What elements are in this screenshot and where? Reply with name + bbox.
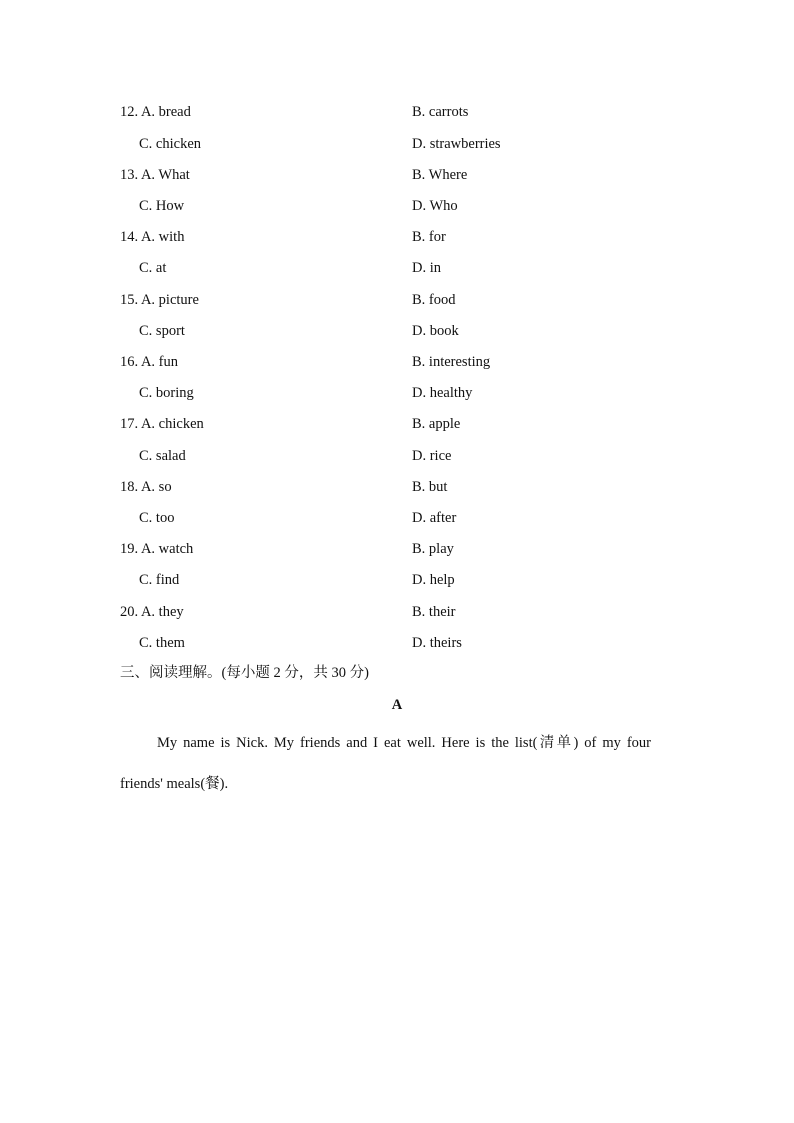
question-20-option-d: D. theirs [412, 635, 462, 651]
question-19-option-c: C. find [139, 572, 180, 588]
question-12-option-a: 12. A. bread [120, 104, 191, 120]
question-17-option-b: B. apple [412, 416, 461, 432]
question-13-option-a: 13. A. What [120, 167, 190, 183]
question-12-option-b: B. carrots [412, 104, 469, 120]
passage-line-2: friends' meals(餐). [120, 776, 229, 792]
question-18-option-a: 18. A. so [120, 479, 172, 495]
question-12-option-c: C. chicken [139, 136, 202, 152]
passage-title: A [391, 697, 403, 713]
question-16-option-d: D. healthy [412, 385, 473, 401]
question-15-option-a: 15. A. picture [120, 292, 199, 308]
question-13-option-b: B. Where [412, 167, 468, 183]
question-14-option-c: C. at [139, 260, 167, 276]
question-13-option-d: D. Who [412, 198, 458, 214]
question-19-option-d: D. help [412, 572, 455, 588]
question-18-option-d: D. after [412, 510, 457, 526]
passage-line-1: My name is Nick. My friends and I eat well. Here is the list(清单) of my four [157, 735, 651, 751]
question-15-option-c: C. sport [139, 323, 185, 339]
question-20-option-a: 20. A. they [120, 604, 184, 620]
question-19-option-b: B. play [412, 541, 454, 557]
question-19-row-ab [0, 539, 794, 559]
section-heading: 三、阅读理解。(每小题 2 分，共 30 分) [120, 665, 369, 681]
question-16-option-b: B. interesting [412, 354, 491, 370]
question-16-row-ab [0, 352, 794, 372]
question-18-option-b: B. but [412, 479, 448, 495]
question-18-row-ab [0, 477, 794, 497]
question-15-row-ab [0, 290, 794, 310]
question-17-option-a: 17. A. chicken [120, 416, 204, 432]
question-14-option-a: 14. A. with [120, 229, 185, 245]
question-18-option-c: C. too [139, 510, 175, 526]
question-14-row-ab [0, 227, 794, 247]
question-17-option-d: D. rice [412, 448, 452, 464]
question-12-row-ab [0, 102, 794, 122]
question-14-option-d: D. in [412, 260, 441, 276]
question-14-option-b: B. for [412, 229, 446, 245]
question-12-row-cd [0, 134, 794, 154]
question-13-option-c: C. How [139, 198, 185, 214]
question-17-row-ab [0, 414, 794, 434]
question-20-option-c: C. them [139, 635, 185, 651]
question-17-option-c: C. salad [139, 448, 186, 464]
question-16-row-cd [0, 383, 794, 403]
question-20-option-b: B. their [412, 604, 456, 620]
question-12-option-d: D. strawberries [412, 136, 501, 152]
question-15-option-d: D. book [412, 323, 459, 339]
question-17-row-cd [0, 446, 794, 466]
question-20-row-ab [0, 602, 794, 622]
question-20-row-cd [0, 633, 794, 653]
question-18-row-cd [0, 508, 794, 528]
question-16-option-c: C. boring [139, 385, 194, 401]
question-16-option-a: 16. A. fun [120, 354, 178, 370]
question-15-row-cd [0, 321, 794, 341]
question-13-row-cd [0, 196, 794, 216]
question-14-row-cd [0, 258, 794, 278]
question-19-option-a: 19. A. watch [120, 541, 194, 557]
question-15-option-b: B. food [412, 292, 456, 308]
question-13-row-ab [0, 165, 794, 185]
question-19-row-cd [0, 570, 794, 590]
